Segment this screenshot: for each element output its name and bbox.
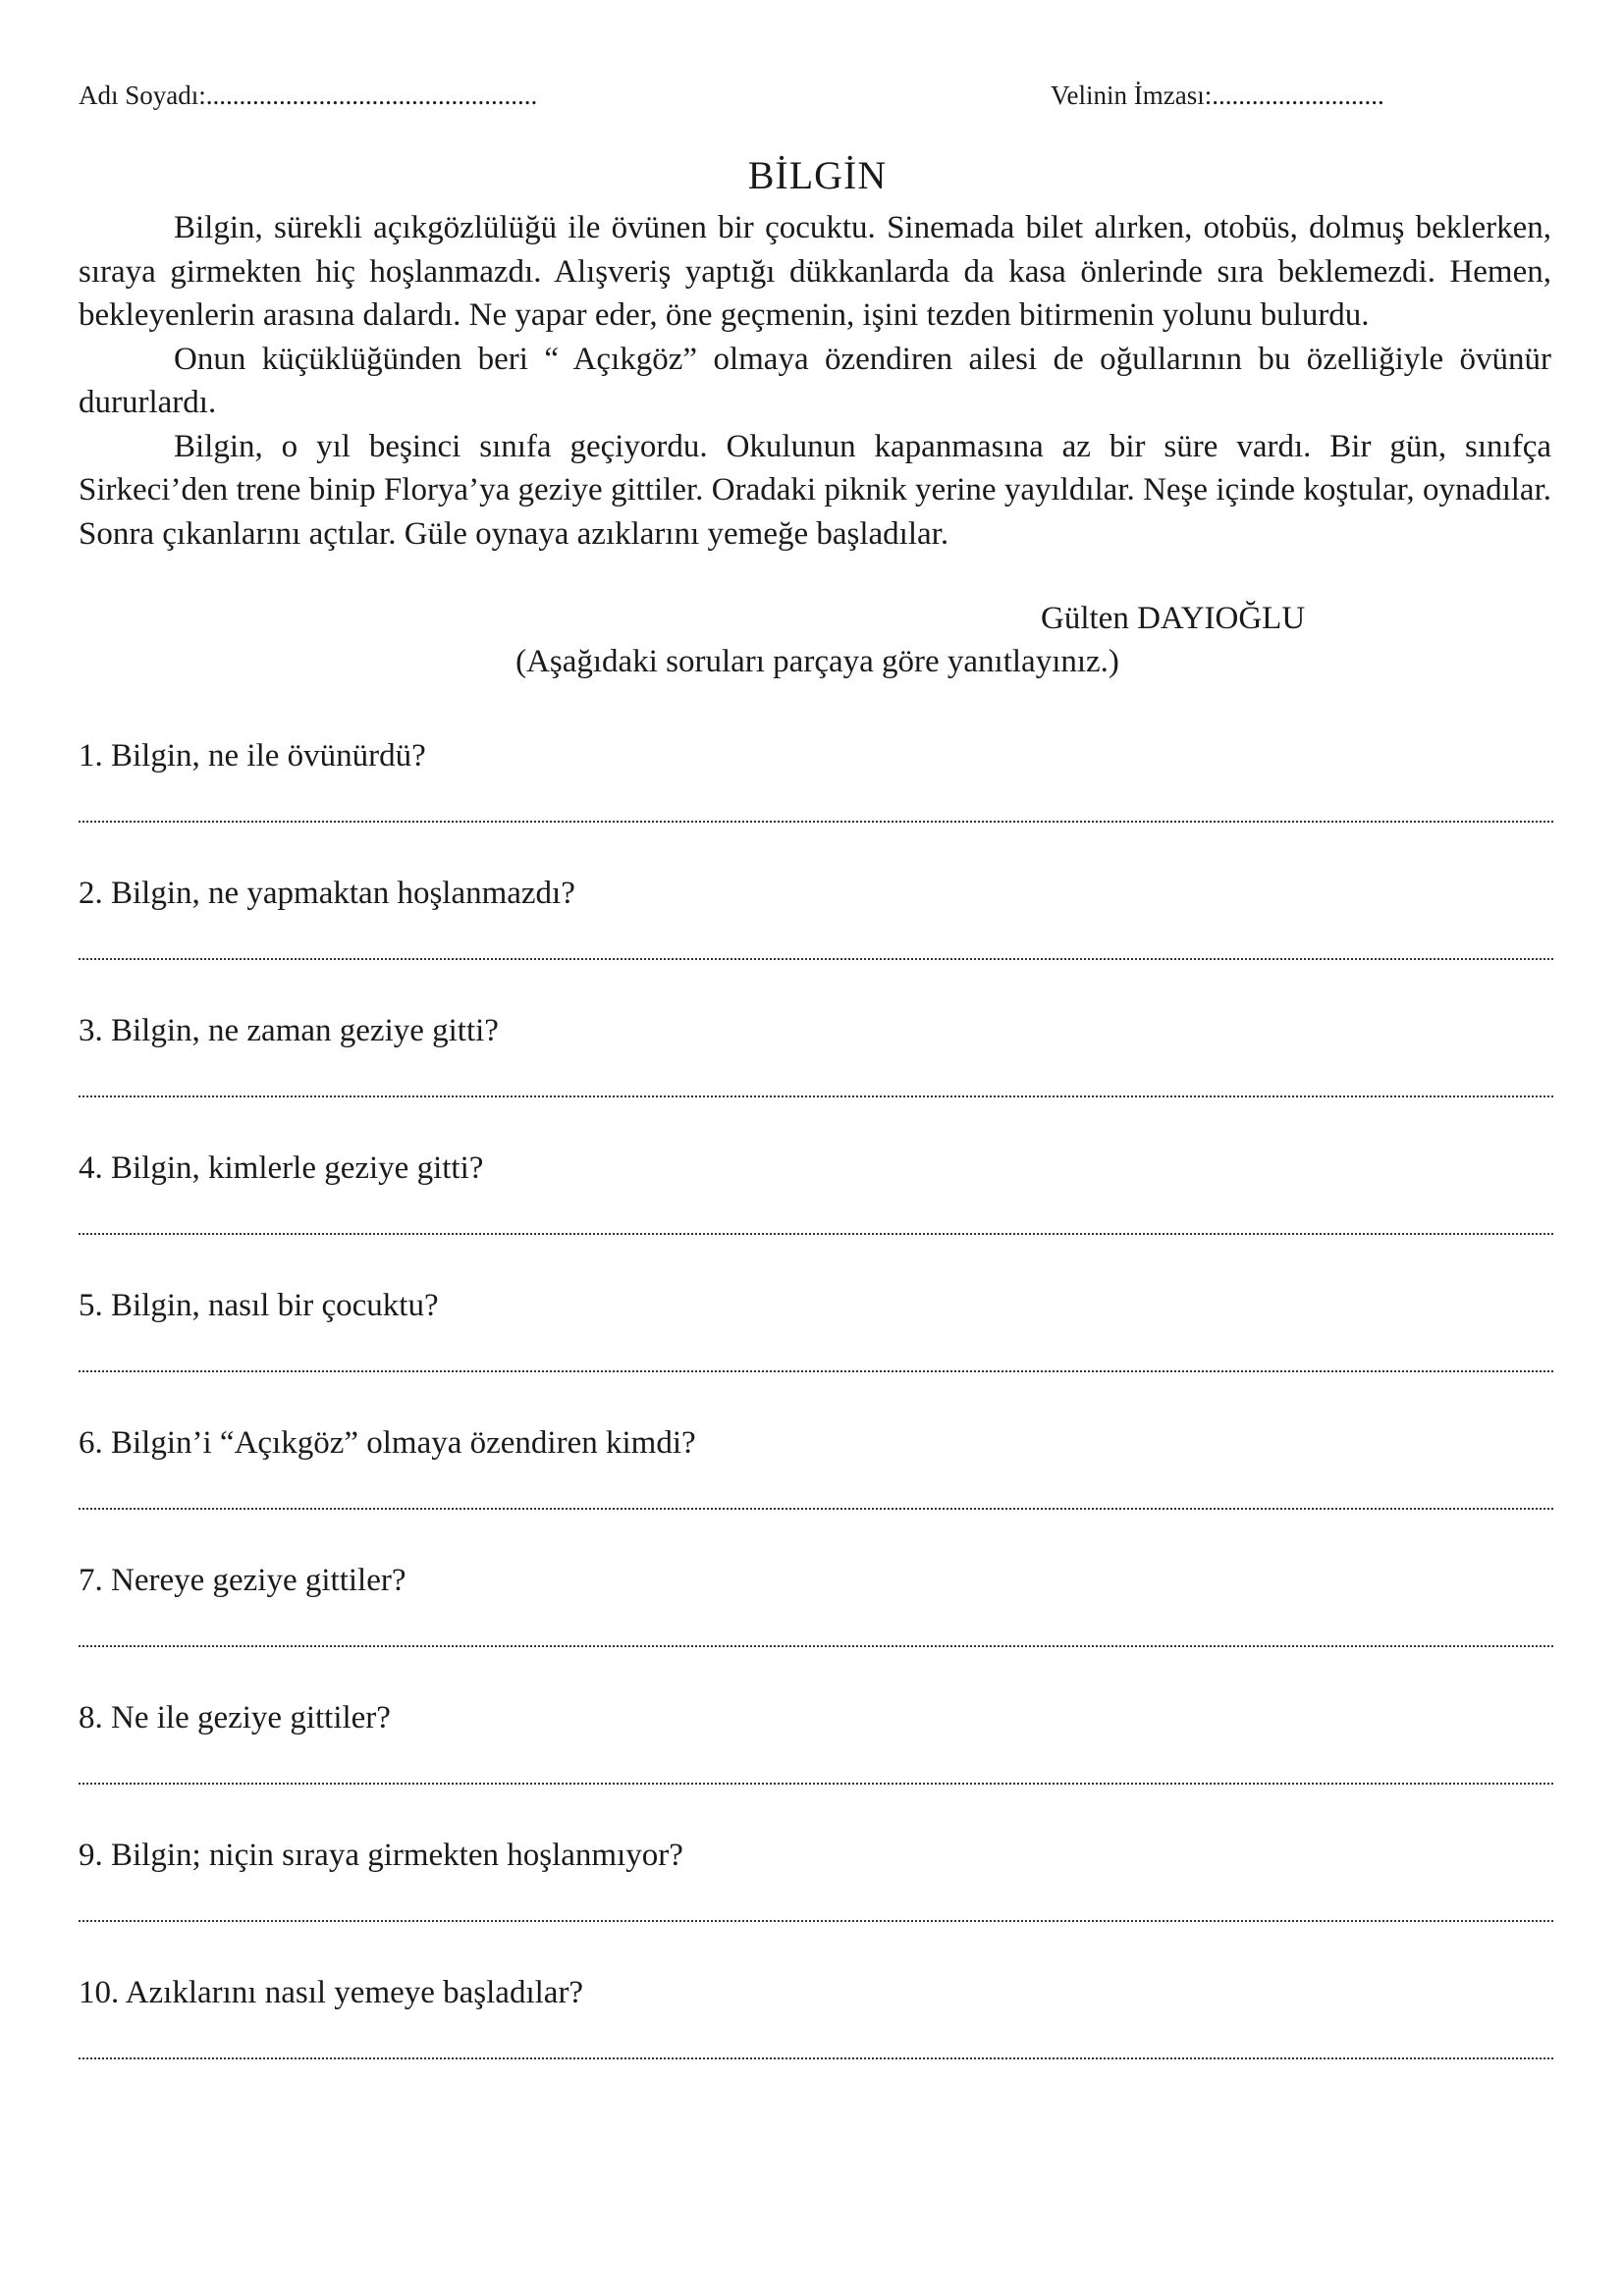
question-list — [79, 736, 1553, 2110]
question-item — [79, 1973, 1553, 2110]
answer-line[interactable] — [79, 1233, 1553, 1235]
answer-line[interactable] — [79, 1095, 1553, 1097]
story-paragraph: Onun küçüklüğünden beri “ Açıkgöz” olmaya özendiren ailesi de oğullarının bu özelliğiyle övünür dururlardı. — [79, 341, 1551, 420]
question-item — [79, 1423, 1553, 1561]
parent-signature-label: Velinin İmzası:.......................... — [1051, 80, 1384, 110]
question-text: 7. Nereye geziye gittiler? — [79, 1563, 406, 1598]
answer-line[interactable] — [79, 821, 1553, 823]
story-paragraph: Bilgin, sürekli açıkgözlülüğü ile övünen bir çocuktu. Sinemada bilet alırken, otobüs, dolmuş beklerken, sıraya girmekten hiç hoşlanmazdı. Alışveriş yaptığı dükkanlarda da kasa önlerinde sıra beklemezdi. Hemen, bekleyenlerin arasına dalardı. Ne yapar eder, öne geçmenin, işini tezden bitirmenin yolunu bulurdu. — [79, 210, 1551, 333]
question-text: 4. Bilgin, kimlerle geziye gitti? — [79, 1150, 484, 1186]
story-author: Gülten DAYIOĞLU — [1041, 601, 1306, 636]
question-text: 2. Bilgin, ne yapmaktan hoşlanmazdı? — [79, 876, 575, 911]
question-text: 8. Ne ile geziye gittiler? — [79, 1700, 391, 1735]
answer-line[interactable] — [79, 1645, 1553, 1647]
question-item — [79, 1011, 1553, 1148]
question-item — [79, 1148, 1553, 1286]
answer-line[interactable] — [79, 1920, 1553, 1922]
question-text: 1. Bilgin, ne ile övünürdü? — [79, 738, 426, 774]
story-paragraph: Bilgin, o yıl beşinci sınıfa geçiyordu. Okulunun kapanmasına az bir süre vardı. Bir gün, sınıfça Sirkeci’den trene binip Florya’ya geziye gittiler. Oradaki piknik yerine yayıldılar. Neşe içinde koştular, oynadılar. Sonra çıkanlarını açtılar. Güle oynaya azıklarını yemeğe başladılar. — [79, 428, 1551, 552]
answer-line[interactable] — [79, 1370, 1553, 1372]
answer-line[interactable] — [79, 1508, 1553, 1510]
story-title: BİLGİN — [747, 153, 888, 197]
page-header — [79, 80, 1551, 120]
question-text: 3. Bilgin, ne zaman geziye gitti? — [79, 1013, 499, 1048]
question-text: 10. Azıklarını nasıl yemeye başladılar? — [79, 1975, 584, 2010]
question-text: 5. Bilgin, nasıl bir çocuktu? — [79, 1288, 439, 1323]
question-text: 6. Bilgin’i “Açıkgöz” olmaya özendiren kimdi? — [79, 1425, 696, 1461]
answer-line[interactable] — [79, 1783, 1553, 1785]
question-item — [79, 874, 1553, 1011]
question-item — [79, 1836, 1553, 1973]
answer-line[interactable] — [79, 2057, 1553, 2059]
question-item — [79, 736, 1553, 874]
instruction-text: (Aşağıdaki soruları parçaya göre yanıtlayınız.) — [515, 644, 1119, 679]
question-text: 9. Bilgin; niçin sıraya girmekten hoşlanmıyor? — [79, 1838, 683, 1873]
question-item — [79, 1698, 1553, 1836]
name-field-label: Adı Soyadı:.................................................. — [79, 80, 538, 110]
story-text — [79, 206, 1551, 556]
question-item — [79, 1561, 1553, 1698]
answer-line[interactable] — [79, 958, 1553, 960]
question-item — [79, 1286, 1553, 1423]
